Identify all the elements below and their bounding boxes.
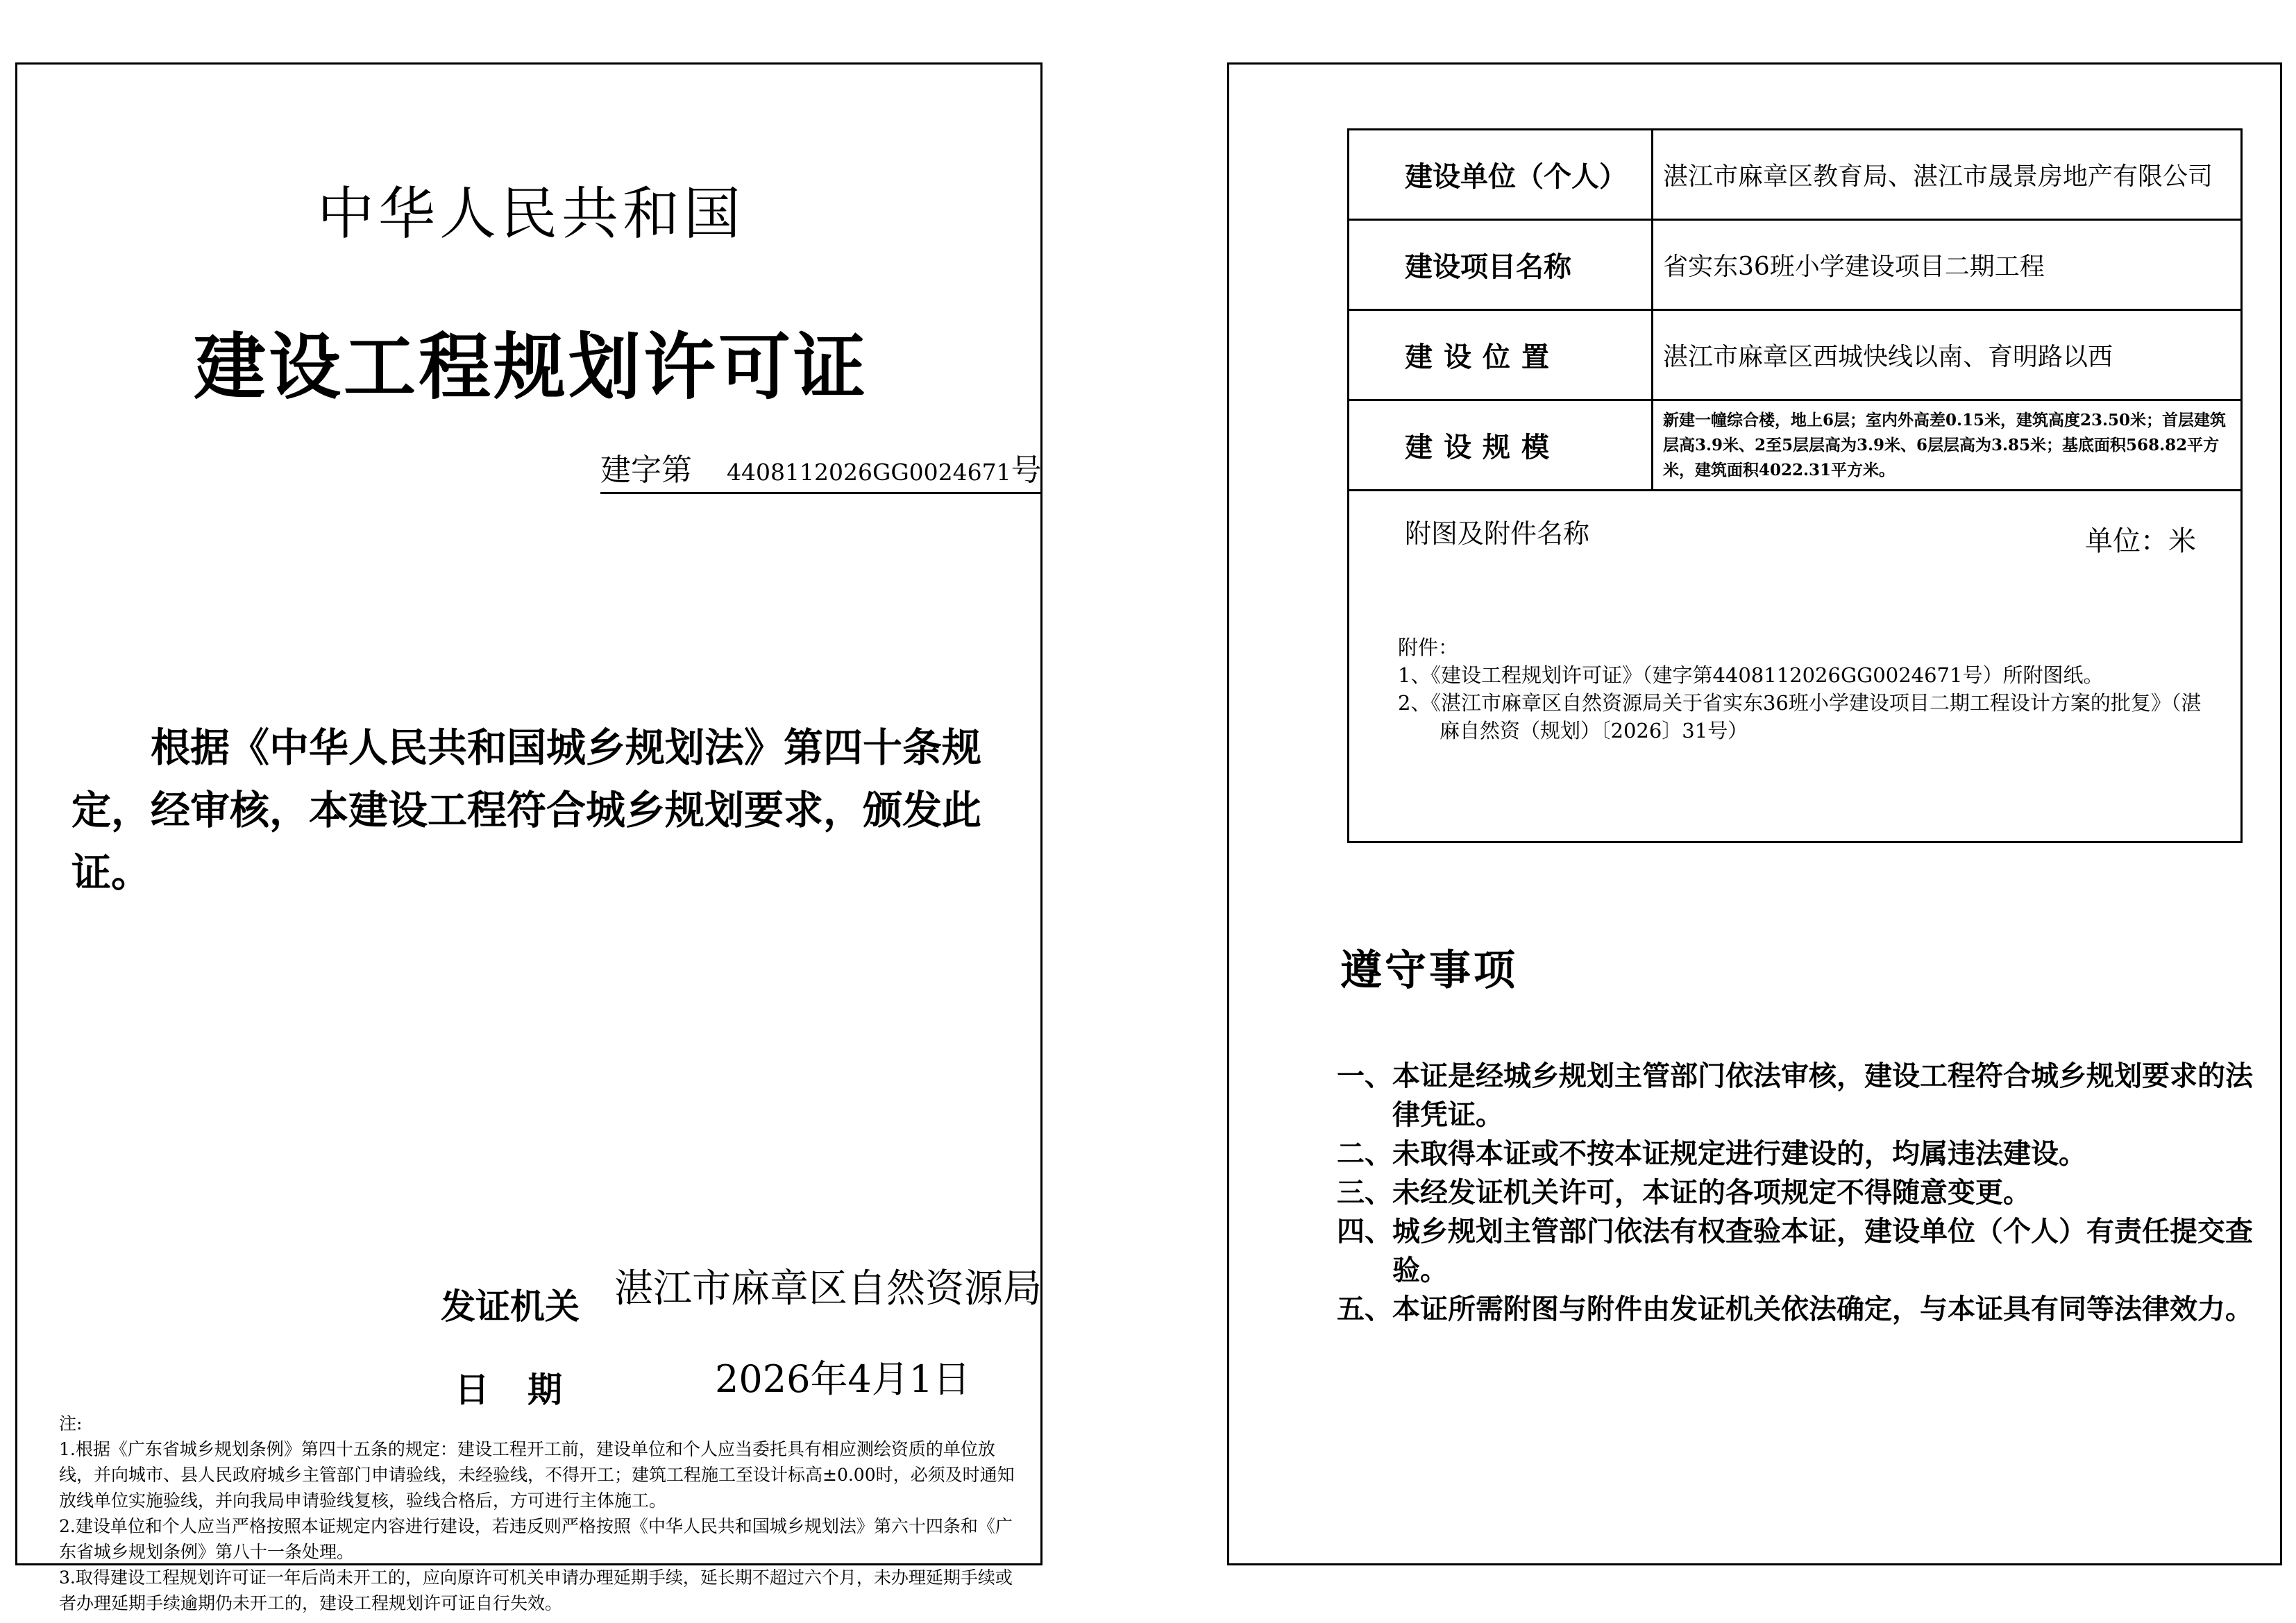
row-value: 湛江市麻章区教育局、湛江市晟景房地产有限公司 [1663, 162, 2213, 191]
table-row [1349, 311, 2240, 401]
table-row [1349, 401, 2240, 491]
table-row [1349, 130, 2240, 221]
unit-label: 单位：米 [2085, 525, 2196, 557]
list-item: 五、本证所需附图与附件由发证机关依法确定，与本证具有同等法律效力。 [1337, 1293, 2253, 1325]
attachments-list [1398, 634, 2217, 745]
list-item: 1、《建设工程规划许可证》（建字第4408112026GG0024671号）所附图纸。 [1398, 663, 2104, 687]
issuance-statement: 根据《中华人民共和国城乡规划法》第四十条规定，经审核，本建设工程符合城乡规划要求，颁发此证。 [71, 725, 981, 896]
notes-section [59, 1411, 1024, 1616]
row-label: 建设位置 [1349, 311, 1653, 399]
notes-line: 1.根据《广东省城乡规划条例》第四十五条的规定：建设工程开工前，建设单位和个人应当委托具有相应测绘资质的单位放线，并向城市、县人民政府城乡主管部门申请验线，未经验线，不得开工；建筑工程施工至设计标高±0.00时，必须及时通知放线单位实施验线，并向我局申请验线复核，验线合格后，方可进行主体施工。 [59, 1439, 1015, 1511]
list-item: 2、《湛江市麻章区自然资源局关于省实东36班小学建设项目二期工程设计方案的批复》（湛麻自然资（规划）〔2026〕31号） [1398, 691, 2202, 742]
notes-line: 2.建设单位和个人应当严格按照本证规定内容进行建设，若违反则严格按照《中华人民共和国城乡规划法》第六十四条和《广东省城乡规划条例》第八十一条处理。 [59, 1516, 1013, 1562]
notes-line: 注: [59, 1413, 83, 1434]
certificate-title: 建设工程规划许可证 [193, 324, 868, 409]
certificate-number-prefix: 建字第 [600, 452, 692, 488]
project-info-table [1347, 128, 2243, 843]
certificate-number [600, 445, 1042, 494]
list-item: 一、本证是经城乡规划主管部门依法审核，建设工程符合城乡规划要求的法律凭证。 [1337, 1060, 2253, 1131]
row-label: 建设项目名称 [1349, 221, 1653, 309]
country-heading: 中华人民共和国 [316, 181, 745, 247]
issuer-value: 湛江市麻章区自然资源局 [614, 1266, 1042, 1311]
issuer-label: 发证机关 [441, 1286, 580, 1327]
list-item: 四、城乡规划主管部门依法有权查验本证，建设单位（个人）有责任提交查验。 [1337, 1216, 2253, 1286]
rules-list [1337, 1057, 2253, 1329]
row-label: 建设规模 [1349, 401, 1653, 489]
notes-line: 3.取得建设工程规划许可证一年后尚未开工的，应向原许可机关申请办理延期手续，延长期不超过六个月，未办理延期手续或者办理延期手续逾期仍未开工的，建设工程规划许可证自行失效。 [59, 1567, 1013, 1613]
table-row [1349, 221, 2240, 311]
row-value: 省实东36班小学建设项目二期工程 [1663, 253, 2045, 281]
list-item: 三、未经发证机关许可，本证的各项规定不得随意变更。 [1337, 1177, 2031, 1209]
certificate-number-value: 4408112026GG0024671 [727, 459, 1011, 486]
certificate-number-suffix: 号 [1011, 452, 1042, 488]
list-item: 二、未取得本证或不按本证规定进行建设的，均属违法建设。 [1337, 1138, 2086, 1170]
row-value: 新建一幢综合楼，地上6层；室内外高差0.15米，建筑高度23.50米；首层建筑层高3.9米、2至5层层高为3.9米、6层层高为3.85米；基底面积568.82平方米，建筑面积4022.31平方米。 [1663, 410, 2227, 479]
attachments-title: 附图及附件名称 [1405, 518, 1590, 549]
certificate-front-page [15, 62, 1043, 1613]
row-label: 建设单位（个人） [1349, 130, 1653, 219]
date-value: 2026年4月1日 [715, 1357, 971, 1401]
attachments-label: 附件： [1398, 636, 1459, 659]
certificate-back-page [1227, 62, 2282, 1565]
row-value: 湛江市麻章区西城快线以南、育明路以西 [1663, 343, 2113, 371]
date-label: 日期 [455, 1370, 600, 1410]
rules-title: 遵守事项 [1340, 946, 1518, 995]
